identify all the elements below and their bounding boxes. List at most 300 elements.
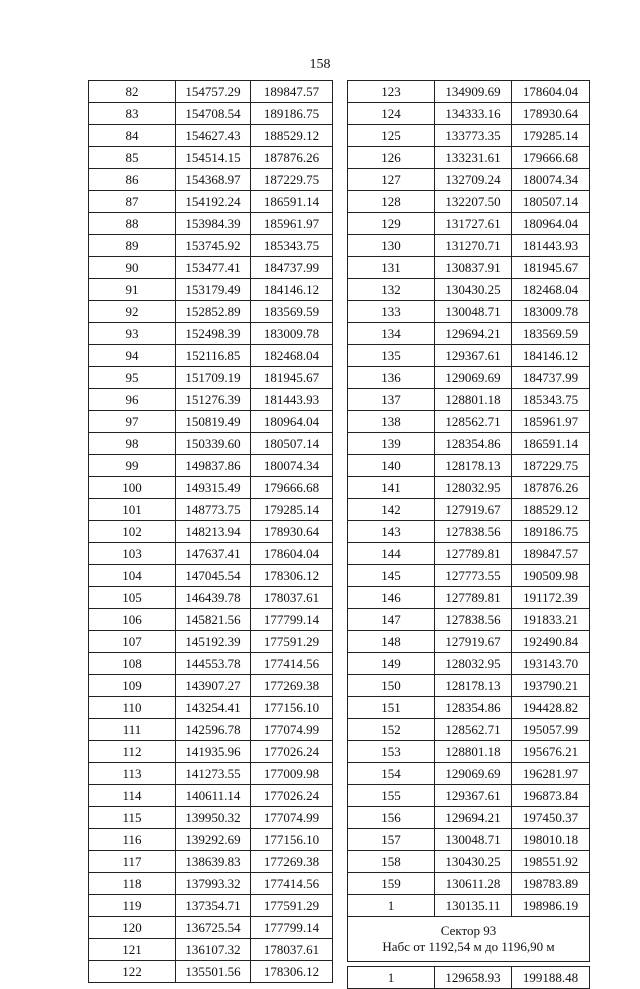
point-number-cell: 107 [89, 631, 176, 653]
y-coordinate-cell: 178604.04 [512, 81, 590, 103]
point-number-cell: 99 [89, 455, 176, 477]
y-coordinate-cell: 187229.75 [251, 169, 333, 191]
x-coordinate-cell: 134333.16 [435, 103, 512, 125]
x-coordinate-cell: 127919.67 [435, 631, 512, 653]
x-coordinate-cell: 134909.69 [435, 81, 512, 103]
table-row [89, 543, 333, 565]
x-coordinate-cell: 130430.25 [435, 279, 512, 301]
point-number-cell: 152 [348, 719, 435, 741]
y-coordinate-cell: 185961.97 [512, 411, 590, 433]
y-coordinate-cell: 183009.78 [512, 301, 590, 323]
table-row [348, 367, 590, 389]
point-number-cell: 141 [348, 477, 435, 499]
x-coordinate-cell: 147045.54 [176, 565, 251, 587]
point-number-cell: 92 [89, 301, 176, 323]
y-coordinate-cell: 184146.12 [512, 345, 590, 367]
point-number-cell: 143 [348, 521, 435, 543]
point-number-cell: 156 [348, 807, 435, 829]
x-coordinate-cell: 143907.27 [176, 675, 251, 697]
x-coordinate-cell: 128032.95 [435, 477, 512, 499]
y-coordinate-cell: 186591.14 [512, 433, 590, 455]
point-number-cell: 88 [89, 213, 176, 235]
x-coordinate-cell: 130048.71 [435, 829, 512, 851]
y-coordinate-cell: 177074.99 [251, 719, 333, 741]
point-number-cell: 85 [89, 147, 176, 169]
x-coordinate-cell: 128801.18 [435, 741, 512, 763]
point-number-cell: 134 [348, 323, 435, 345]
y-coordinate-cell: 178037.61 [251, 587, 333, 609]
x-coordinate-cell: 127789.81 [435, 587, 512, 609]
table-row [348, 103, 590, 125]
table-row [348, 345, 590, 367]
table-row [348, 719, 590, 741]
page-number: 158 [309, 57, 331, 72]
table-row [89, 433, 333, 455]
x-coordinate-cell: 154368.97 [176, 169, 251, 191]
point-number-cell: 93 [89, 323, 176, 345]
y-coordinate-cell: 177009.98 [251, 763, 333, 785]
y-coordinate-cell: 196281.97 [512, 763, 590, 785]
point-number-cell: 133 [348, 301, 435, 323]
point-number-cell: 144 [348, 543, 435, 565]
point-number-cell: 90 [89, 257, 176, 279]
y-coordinate-cell: 185961.97 [251, 213, 333, 235]
table-row [89, 279, 333, 301]
x-coordinate-cell: 136107.32 [176, 939, 251, 961]
y-coordinate-cell: 190509.98 [512, 565, 590, 587]
point-number-cell: 158 [348, 851, 435, 873]
point-number-cell: 104 [89, 565, 176, 587]
point-number-cell: 118 [89, 873, 176, 895]
x-coordinate-cell: 132709.24 [435, 169, 512, 191]
x-coordinate-cell: 127789.81 [435, 543, 512, 565]
y-coordinate-cell: 184737.99 [512, 367, 590, 389]
y-coordinate-cell: 183569.59 [251, 301, 333, 323]
y-coordinate-cell: 189847.57 [512, 543, 590, 565]
point-number-cell: 112 [89, 741, 176, 763]
x-coordinate-cell: 146439.78 [176, 587, 251, 609]
y-coordinate-cell: 177156.10 [251, 829, 333, 851]
table-row [348, 169, 590, 191]
x-coordinate-cell: 127838.56 [435, 609, 512, 631]
table-row [89, 631, 333, 653]
y-coordinate-cell: 191172.39 [512, 587, 590, 609]
x-coordinate-cell: 151276.39 [176, 389, 251, 411]
table-row [348, 543, 590, 565]
table-row [348, 257, 590, 279]
x-coordinate-cell: 145192.39 [176, 631, 251, 653]
x-coordinate-cell: 128178.13 [435, 455, 512, 477]
table-row [348, 741, 590, 763]
table-row [89, 411, 333, 433]
y-coordinate-cell: 189186.75 [512, 521, 590, 543]
y-coordinate-cell: 178306.12 [251, 565, 333, 587]
y-coordinate-cell: 180074.34 [251, 455, 333, 477]
table-row [89, 367, 333, 389]
point-number-cell: 145 [348, 565, 435, 587]
x-coordinate-cell: 128178.13 [435, 675, 512, 697]
x-coordinate-cell: 139950.32 [176, 807, 251, 829]
x-coordinate-cell: 149837.86 [176, 455, 251, 477]
x-coordinate-cell: 130135.11 [435, 895, 512, 917]
point-number-cell: 150 [348, 675, 435, 697]
y-coordinate-cell: 182468.04 [251, 345, 333, 367]
y-coordinate-cell: 183009.78 [251, 323, 333, 345]
point-number-cell: 142 [348, 499, 435, 521]
sector-title: Сектор 93 [440, 923, 497, 938]
table-row [89, 763, 333, 785]
table-row [348, 697, 590, 719]
x-coordinate-cell: 153477.41 [176, 257, 251, 279]
y-coordinate-cell: 187876.26 [251, 147, 333, 169]
x-coordinate-cell: 129367.61 [435, 785, 512, 807]
point-number-cell: 96 [89, 389, 176, 411]
sector-subtitle: Набс от 1192,54 м до 1196,90 м [382, 939, 555, 954]
point-number-cell: 121 [89, 939, 176, 961]
y-coordinate-cell: 179666.68 [512, 147, 590, 169]
x-coordinate-cell: 143254.41 [176, 697, 251, 719]
point-number-cell: 108 [89, 653, 176, 675]
point-number-cell: 125 [348, 125, 435, 147]
sector-header-row [348, 917, 590, 962]
x-coordinate-cell: 127838.56 [435, 521, 512, 543]
table-row [348, 191, 590, 213]
y-coordinate-cell: 187229.75 [512, 455, 590, 477]
x-coordinate-cell: 138639.83 [176, 851, 251, 873]
y-coordinate-cell: 178604.04 [251, 543, 333, 565]
y-coordinate-cell: 199188.48 [512, 967, 590, 989]
y-coordinate-cell: 177026.24 [251, 785, 333, 807]
y-coordinate-cell: 194428.82 [512, 697, 590, 719]
point-number-cell: 119 [89, 895, 176, 917]
y-coordinate-cell: 181945.67 [512, 257, 590, 279]
y-coordinate-cell: 179285.14 [512, 125, 590, 147]
coordinates-table-right [347, 80, 590, 989]
y-coordinate-cell: 180964.04 [512, 213, 590, 235]
table-row [89, 939, 333, 961]
x-coordinate-cell: 128354.86 [435, 697, 512, 719]
y-coordinate-cell: 177269.38 [251, 675, 333, 697]
y-coordinate-cell: 188529.12 [251, 125, 333, 147]
point-number-cell: 83 [89, 103, 176, 125]
point-number-cell: 86 [89, 169, 176, 191]
point-number-cell: 138 [348, 411, 435, 433]
point-number-cell: 105 [89, 587, 176, 609]
point-number-cell: 148 [348, 631, 435, 653]
table-row [348, 433, 590, 455]
table-row [348, 807, 590, 829]
y-coordinate-cell: 177414.56 [251, 653, 333, 675]
table-row [89, 873, 333, 895]
x-coordinate-cell: 131727.61 [435, 213, 512, 235]
y-coordinate-cell: 198783.89 [512, 873, 590, 895]
y-coordinate-cell: 177026.24 [251, 741, 333, 763]
x-coordinate-cell: 154514.15 [176, 147, 251, 169]
point-number-cell: 131 [348, 257, 435, 279]
x-coordinate-cell: 130430.25 [435, 851, 512, 873]
table-row [89, 653, 333, 675]
table-row [348, 147, 590, 169]
y-coordinate-cell: 178037.61 [251, 939, 333, 961]
y-coordinate-cell: 198010.18 [512, 829, 590, 851]
y-coordinate-cell: 198986.19 [512, 895, 590, 917]
table-row [89, 323, 333, 345]
point-number-cell: 91 [89, 279, 176, 301]
x-coordinate-cell: 154192.24 [176, 191, 251, 213]
y-coordinate-cell: 187876.26 [512, 477, 590, 499]
point-number-cell: 128 [348, 191, 435, 213]
point-number-cell: 115 [89, 807, 176, 829]
table-row [89, 609, 333, 631]
x-coordinate-cell: 153984.39 [176, 213, 251, 235]
point-number-cell: 111 [89, 719, 176, 741]
y-coordinate-cell: 185343.75 [512, 389, 590, 411]
x-coordinate-cell: 129069.69 [435, 367, 512, 389]
x-coordinate-cell: 133773.35 [435, 125, 512, 147]
y-coordinate-cell: 195676.21 [512, 741, 590, 763]
table-row [89, 851, 333, 873]
point-number-cell: 117 [89, 851, 176, 873]
table-row [89, 697, 333, 719]
y-coordinate-cell: 177591.29 [251, 895, 333, 917]
y-coordinate-cell: 177799.14 [251, 609, 333, 631]
table-row [348, 653, 590, 675]
x-coordinate-cell: 145821.56 [176, 609, 251, 631]
point-number-cell: 123 [348, 81, 435, 103]
x-coordinate-cell: 154708.54 [176, 103, 251, 125]
y-coordinate-cell: 179666.68 [251, 477, 333, 499]
x-coordinate-cell: 150819.49 [176, 411, 251, 433]
table-row [89, 169, 333, 191]
y-coordinate-cell: 181443.93 [512, 235, 590, 257]
y-coordinate-cell: 189186.75 [251, 103, 333, 125]
point-number-cell: 116 [89, 829, 176, 851]
x-coordinate-cell: 130837.91 [435, 257, 512, 279]
table-row [89, 389, 333, 411]
table-row [89, 785, 333, 807]
y-coordinate-cell: 182468.04 [512, 279, 590, 301]
y-coordinate-cell: 197450.37 [512, 807, 590, 829]
x-coordinate-cell: 132207.50 [435, 191, 512, 213]
point-number-cell: 126 [348, 147, 435, 169]
y-coordinate-cell: 185343.75 [251, 235, 333, 257]
x-coordinate-cell: 128562.71 [435, 719, 512, 741]
table-row [89, 741, 333, 763]
y-coordinate-cell: 178306.12 [251, 961, 333, 983]
y-coordinate-cell: 189847.57 [251, 81, 333, 103]
point-number-cell: 101 [89, 499, 176, 521]
y-coordinate-cell: 186591.14 [251, 191, 333, 213]
point-number-cell: 98 [89, 433, 176, 455]
point-number-cell: 1 [348, 967, 435, 989]
table-row [348, 455, 590, 477]
x-coordinate-cell: 141273.55 [176, 763, 251, 785]
table-row [348, 301, 590, 323]
y-coordinate-cell: 180507.14 [251, 433, 333, 455]
point-number-cell: 106 [89, 609, 176, 631]
point-number-cell: 87 [89, 191, 176, 213]
x-coordinate-cell: 142596.78 [176, 719, 251, 741]
table-row [89, 125, 333, 147]
x-coordinate-cell: 127773.55 [435, 565, 512, 587]
x-coordinate-cell: 136725.54 [176, 917, 251, 939]
point-number-cell: 139 [348, 433, 435, 455]
x-coordinate-cell: 144553.78 [176, 653, 251, 675]
y-coordinate-cell: 196873.84 [512, 785, 590, 807]
y-coordinate-cell: 191833.21 [512, 609, 590, 631]
table-row [89, 191, 333, 213]
x-coordinate-cell: 137993.32 [176, 873, 251, 895]
point-number-cell: 120 [89, 917, 176, 939]
table-row [348, 411, 590, 433]
point-number-cell: 122 [89, 961, 176, 983]
table-row [348, 521, 590, 543]
coordinates-table-left [88, 80, 333, 983]
table-row [89, 81, 333, 103]
point-number-cell: 135 [348, 345, 435, 367]
table-row [89, 103, 333, 125]
table-row [348, 477, 590, 499]
sector-header-cell [348, 917, 590, 962]
point-number-cell: 94 [89, 345, 176, 367]
table-row [348, 125, 590, 147]
x-coordinate-cell: 128032.95 [435, 653, 512, 675]
x-coordinate-cell: 129694.21 [435, 807, 512, 829]
y-coordinate-cell: 177156.10 [251, 697, 333, 719]
x-coordinate-cell: 137354.71 [176, 895, 251, 917]
point-number-cell: 124 [348, 103, 435, 125]
x-coordinate-cell: 147637.41 [176, 543, 251, 565]
table-row [89, 499, 333, 521]
table-row [348, 967, 590, 989]
point-number-cell: 147 [348, 609, 435, 631]
point-number-cell: 114 [89, 785, 176, 807]
table-row [348, 851, 590, 873]
y-coordinate-cell: 178930.64 [251, 521, 333, 543]
y-coordinate-cell: 177414.56 [251, 873, 333, 895]
table-row [89, 477, 333, 499]
x-coordinate-cell: 127919.67 [435, 499, 512, 521]
point-number-cell: 97 [89, 411, 176, 433]
x-coordinate-cell: 130048.71 [435, 301, 512, 323]
x-coordinate-cell: 129658.93 [435, 967, 512, 989]
table-row [89, 565, 333, 587]
x-coordinate-cell: 129367.61 [435, 345, 512, 367]
table-row [348, 873, 590, 895]
x-coordinate-cell: 152498.39 [176, 323, 251, 345]
x-coordinate-cell: 151709.19 [176, 367, 251, 389]
point-number-cell: 154 [348, 763, 435, 785]
x-coordinate-cell: 130611.28 [435, 873, 512, 895]
point-number-cell: 109 [89, 675, 176, 697]
table-row [348, 631, 590, 653]
y-coordinate-cell: 181443.93 [251, 389, 333, 411]
table-row [89, 521, 333, 543]
point-number-cell: 151 [348, 697, 435, 719]
table-row [89, 345, 333, 367]
point-number-cell: 136 [348, 367, 435, 389]
table-row [89, 917, 333, 939]
x-coordinate-cell: 141935.96 [176, 741, 251, 763]
point-number-cell: 110 [89, 697, 176, 719]
table-row [348, 785, 590, 807]
x-coordinate-cell: 128354.86 [435, 433, 512, 455]
table-row [348, 565, 590, 587]
x-coordinate-cell: 131270.71 [435, 235, 512, 257]
x-coordinate-cell: 129694.21 [435, 323, 512, 345]
x-coordinate-cell: 153745.92 [176, 235, 251, 257]
point-number-cell: 157 [348, 829, 435, 851]
table-row [348, 587, 590, 609]
table-row [89, 301, 333, 323]
table-row [348, 389, 590, 411]
table-row [348, 829, 590, 851]
table-row [89, 719, 333, 741]
table-row [348, 895, 590, 917]
point-number-cell: 100 [89, 477, 176, 499]
table-row [348, 279, 590, 301]
y-coordinate-cell: 180507.14 [512, 191, 590, 213]
y-coordinate-cell: 178930.64 [512, 103, 590, 125]
point-number-cell: 159 [348, 873, 435, 895]
x-coordinate-cell: 150339.60 [176, 433, 251, 455]
x-coordinate-cell: 154627.43 [176, 125, 251, 147]
point-number-cell: 129 [348, 213, 435, 235]
point-number-cell: 103 [89, 543, 176, 565]
y-coordinate-cell: 180074.34 [512, 169, 590, 191]
table-row [89, 235, 333, 257]
point-number-cell: 146 [348, 587, 435, 609]
y-coordinate-cell: 183569.59 [512, 323, 590, 345]
table-row [89, 829, 333, 851]
point-number-cell: 102 [89, 521, 176, 543]
y-coordinate-cell: 198551.92 [512, 851, 590, 873]
y-coordinate-cell: 193790.21 [512, 675, 590, 697]
point-number-cell: 149 [348, 653, 435, 675]
x-coordinate-cell: 152116.85 [176, 345, 251, 367]
x-coordinate-cell: 128801.18 [435, 389, 512, 411]
table-row [89, 807, 333, 829]
point-number-cell: 127 [348, 169, 435, 191]
y-coordinate-cell: 184737.99 [251, 257, 333, 279]
y-coordinate-cell: 179285.14 [251, 499, 333, 521]
table-row [348, 763, 590, 785]
x-coordinate-cell: 139292.69 [176, 829, 251, 851]
y-coordinate-cell: 177269.38 [251, 851, 333, 873]
point-number-cell: 155 [348, 785, 435, 807]
x-coordinate-cell: 140611.14 [176, 785, 251, 807]
point-number-cell: 84 [89, 125, 176, 147]
table-row [89, 455, 333, 477]
x-coordinate-cell: 148213.94 [176, 521, 251, 543]
x-coordinate-cell: 152852.89 [176, 301, 251, 323]
x-coordinate-cell: 154757.29 [176, 81, 251, 103]
point-number-cell: 89 [89, 235, 176, 257]
x-coordinate-cell: 148773.75 [176, 499, 251, 521]
y-coordinate-cell: 180964.04 [251, 411, 333, 433]
point-number-cell: 113 [89, 763, 176, 785]
table-row [348, 235, 590, 257]
x-coordinate-cell: 128562.71 [435, 411, 512, 433]
y-coordinate-cell: 181945.67 [251, 367, 333, 389]
table-row [89, 213, 333, 235]
table-row [89, 895, 333, 917]
point-number-cell: 95 [89, 367, 176, 389]
y-coordinate-cell: 188529.12 [512, 499, 590, 521]
table-row [348, 323, 590, 345]
table-row [89, 961, 333, 983]
table-row [348, 675, 590, 697]
